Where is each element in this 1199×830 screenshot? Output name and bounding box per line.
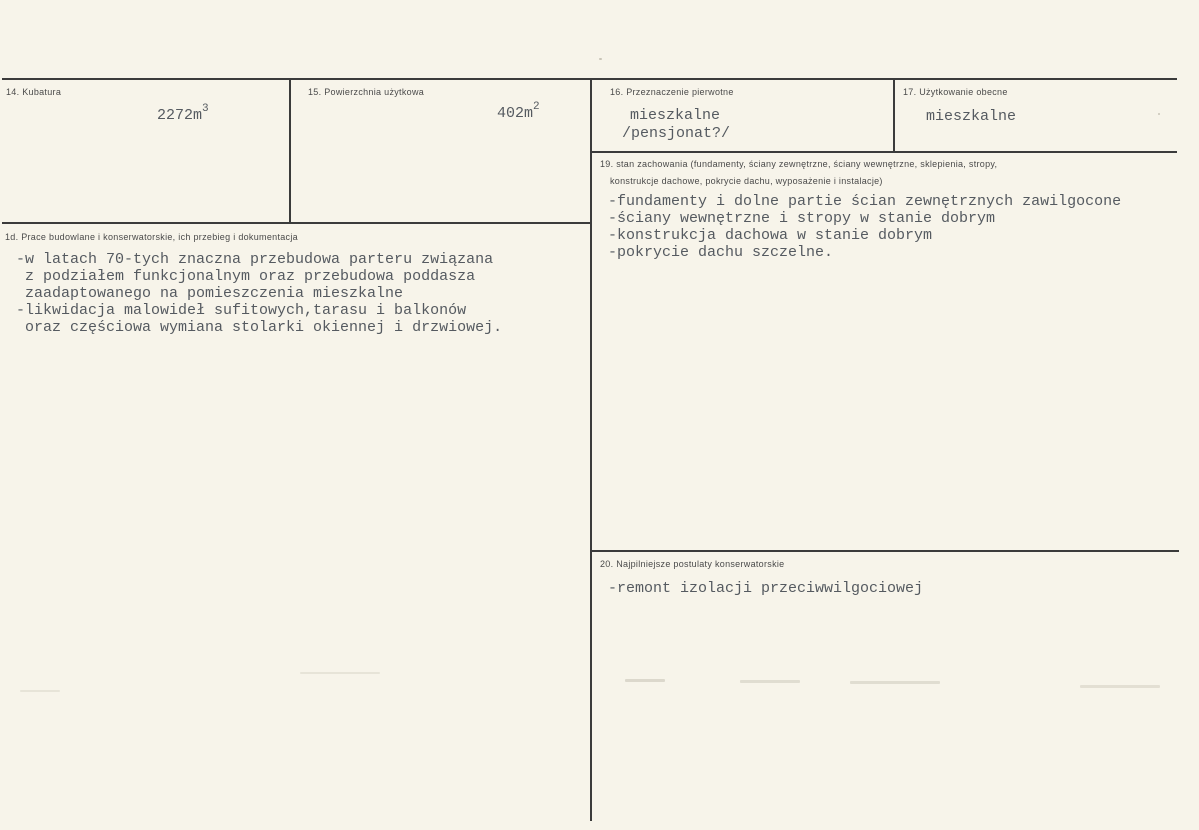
paper-speck xyxy=(625,679,665,682)
paper-speck xyxy=(599,58,602,60)
field-18-line-4: -likwidacja malowideł sufitowych,tarasu i balkonów xyxy=(16,302,467,319)
field-19-line-4: -pokrycie dachu szczelne. xyxy=(608,244,834,261)
field-19-label-line-2: konstrukcje dachowe, pokrycie dachu, wyposażenie i instalacje) xyxy=(610,176,883,186)
field-19-line-1: -fundamenty i dolne partie ścian zewnętrznych zawilgocone xyxy=(608,193,1122,210)
field-18-line-3: zaadaptowanego na pomieszczenia mieszkalne xyxy=(16,285,404,302)
field-16-label: 16. Przeznaczenie pierwotne xyxy=(610,87,734,97)
field-16-line-2: /pensjonat?/ xyxy=(622,125,731,142)
paper-speck xyxy=(850,681,940,684)
field-16-line-1: mieszkalne xyxy=(630,107,721,124)
field-14-label: 14. Kubatura xyxy=(6,87,62,97)
rule-above-20 xyxy=(591,550,1179,552)
field-18-label: 1d. Prace budowlane i konserwatorskie, ich przebieg i dokumentacja xyxy=(5,232,298,242)
field-20-label: 20. Najpilniejsze postulaty konserwatorskie xyxy=(600,559,785,569)
field-18-line-1: -w latach 70-tych znaczna przebudowa parteru związana xyxy=(16,251,494,268)
rule-under-14-15 xyxy=(2,222,591,224)
field-14-value: $2272m^3$ xyxy=(157,103,209,124)
paper-speck xyxy=(1158,113,1160,115)
paper-speck xyxy=(1080,685,1160,688)
field-18-line-5: oraz częściowa wymiana stolarki okiennej i drzwiowej. xyxy=(16,319,503,336)
rule-under-16-17 xyxy=(591,151,1177,153)
field-19-line-2: -ściany wewnętrzne i stropy w stanie dobrym xyxy=(608,210,996,227)
divider-15-16 xyxy=(590,79,592,821)
divider-16-17 xyxy=(893,79,895,152)
field-15-value: $402m^2$ xyxy=(497,101,540,122)
paper-speck xyxy=(300,672,380,674)
field-15-label: 15. Powierzchnia użytkowa xyxy=(308,87,425,97)
field-18-line-2: z podziałem funkcjonalnym oraz przebudowa poddasza xyxy=(16,268,476,285)
field-17-label: 17. Użytkowanie obecne xyxy=(903,87,1008,97)
field-20-line-1: -remont izolacji przeciwwilgociowej xyxy=(608,580,924,597)
field-17-line-1: mieszkalne xyxy=(926,108,1017,125)
field-19-line-3: -konstrukcja dachowa w stanie dobrym xyxy=(608,227,933,244)
paper-speck xyxy=(20,690,60,692)
paper-speck xyxy=(740,680,800,683)
divider-14-15 xyxy=(289,79,291,223)
field-19-label-line-1: 19. stan zachowania (fundamenty, ściany zewnętrzne, ściany wewnętrzne, sklepienia, stropy, xyxy=(600,159,998,169)
